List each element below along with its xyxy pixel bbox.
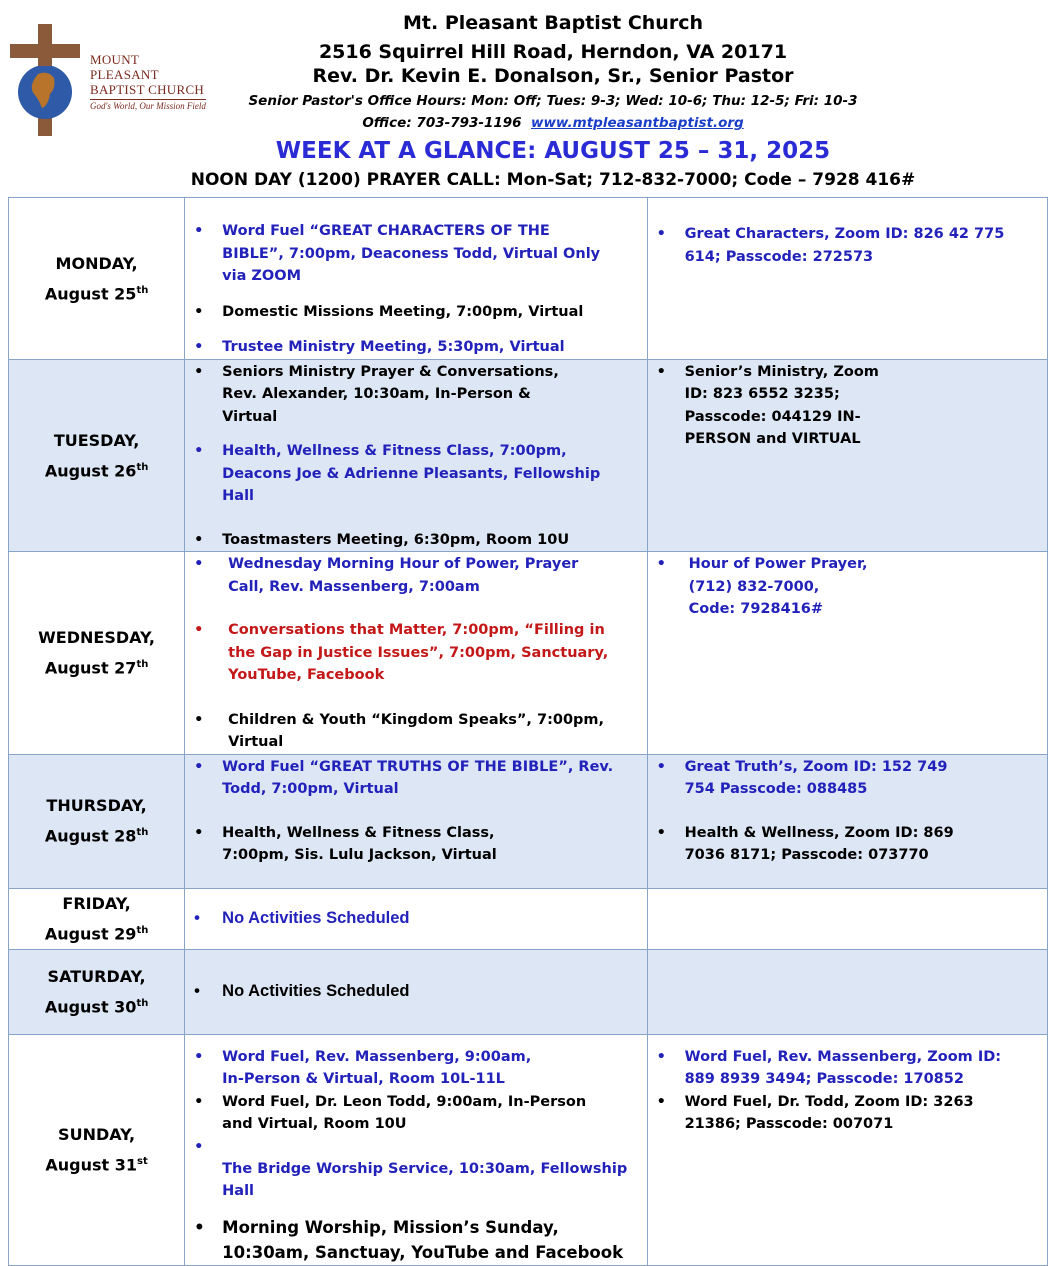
activity-item: • The Bridge Worship Service, 10:30am, Fellowship Hall <box>194 1138 628 1199</box>
day-cell <box>9 949 185 1034</box>
activity-item: • Seniors Ministry Prayer & Conversations, Rev. Alexander, 10:30am, In-Person & Virtual <box>194 363 559 425</box>
activities-cell <box>185 949 647 1034</box>
day-date: August 30th <box>44 997 149 1017</box>
day-name: TUESDAY, <box>53 430 140 450</box>
activities-cell <box>185 552 647 755</box>
day-name: SATURDAY, <box>47 966 146 986</box>
schedule-row-wednesday <box>9 552 1048 755</box>
day-date: August 27th <box>44 658 149 678</box>
activities-cell <box>185 754 647 888</box>
office-line <box>160 115 946 131</box>
day-cell <box>9 198 185 360</box>
activities-cell <box>185 1034 647 1265</box>
zoom-cell <box>647 552 1047 755</box>
zoom-item: • Great Truth’s, Zoom ID: 152 749 754 Passcode: 088485 <box>656 758 948 797</box>
zoom-cell <box>647 888 1047 949</box>
zoom-item: • Senior’s Ministry, Zoom ID: 823 6552 3235; Passcode: 044129 IN-PERSON and VIRTUAL <box>656 363 879 447</box>
day-name: FRIDAY, <box>62 893 131 913</box>
logo-line-2: BAPTIST CHURCH <box>90 82 205 97</box>
website-link[interactable]: www.mtpleasantbaptist.org <box>530 115 744 131</box>
schedule-row-tuesday <box>9 359 1048 552</box>
activity-item: • Domestic Missions Meeting, 7:00pm, Virtual <box>194 303 584 320</box>
activity-item: • Wednesday Morning Hour of Power, Prayer Call, Rev. Massenberg, 7:00am <box>194 556 579 595</box>
day-date: August 28th <box>44 826 149 846</box>
activities-cell <box>185 198 647 360</box>
activity-item: • Health, Wellness & Fitness Class, 7:00pm, Deacons Joe & Adrienne Pleasants, Fellowship Hall <box>194 443 601 504</box>
day-name: SUNDAY, <box>58 1124 136 1144</box>
zoom-item: • Health & Wellness, Zoom ID: 869 7036 8171; Passcode: 073770 <box>656 824 954 863</box>
church-address: 2516 Squirrel Hill Road, Herndon, VA 20171 <box>318 41 788 63</box>
activity-item: • Toastmasters Meeting, 6:30pm, Room 10U <box>194 531 570 548</box>
activities-cell <box>185 359 647 552</box>
activity-item: • Health, Wellness & Fitness Class, 7:00pm, Sis. Lulu Jackson, Virtual <box>194 824 497 863</box>
senior-pastor: Rev. Dr. Kevin E. Donalson, Sr., Senior Pastor <box>312 65 794 87</box>
day-cell <box>9 1034 185 1265</box>
schedule-row-thursday <box>9 754 1048 888</box>
activity-item: • Word Fuel “GREAT CHARACTERS OF THE BIBLE”, 7:00pm, Deaconess Todd, Virtual Only via ZOOM <box>194 223 601 284</box>
day-name: MONDAY, <box>55 253 138 273</box>
day-date: August 29th <box>44 924 149 944</box>
day-cell <box>9 888 185 949</box>
zoom-item: • Hour of Power Prayer, (712) 832-7000, Code: 7928416# <box>656 556 868 617</box>
office-phone: Office: 703-793-1196 <box>362 115 522 131</box>
zoom-cell <box>647 359 1047 552</box>
activity-item: • Conversations that Matter, 7:00pm, “Filling in the Gap in Justice Issues”, 7:00pm, Sanctuary, YouTube, Facebook <box>194 622 609 683</box>
activity-item: • Word Fuel, Rev. Massenberg, 9:00am, In-Person & Virtual, Room 10L-11L <box>194 1048 532 1087</box>
logo-tagline: God's World, Our Mission Field <box>90 101 206 111</box>
activity-item: • Morning Worship, Mission’s Sunday, 10:30am, Sanctuay, YouTube and Facebook <box>194 1217 624 1262</box>
zoom-cell <box>647 198 1047 360</box>
activity-item: • Word Fuel, Dr. Leon Todd, 9:00am, In-Person and Virtual, Room 10U <box>194 1093 587 1132</box>
schedule-row-saturday <box>9 949 1048 1034</box>
zoom-item: • Word Fuel, Dr. Todd, Zoom ID: 3263 21386; Passcode: 007071 <box>656 1093 974 1132</box>
zoom-item: • Word Fuel, Rev. Massenberg, Zoom ID: 889 8939 3494; Passcode: 170852 <box>656 1048 1002 1087</box>
noon-prayer-call: NOON DAY (1200) PRAYER CALL: Mon-Sat; 712-832-7000; Code – 7928 416# <box>190 170 916 190</box>
logo-line-1: MOUNT PLEASANT <box>90 52 159 82</box>
schedule-table <box>8 197 1048 1266</box>
week-title: WEEK AT A GLANCE: AUGUST 25 – 31, 2025 <box>275 138 831 164</box>
day-name: WEDNESDAY, <box>38 628 155 648</box>
day-name: THURSDAY, <box>46 796 147 816</box>
day-cell <box>9 359 185 552</box>
schedule-row-sunday <box>9 1034 1048 1265</box>
zoom-item: • Great Characters, Zoom ID: 826 42 775 614; Passcode: 272573 <box>656 226 1005 265</box>
activity-item: • Trustee Ministry Meeting, 5:30pm, Virtual <box>194 339 565 355</box>
zoom-cell <box>647 754 1047 888</box>
zoom-cell <box>647 1034 1047 1265</box>
day-date: August 31st <box>45 1155 148 1175</box>
activity-item: • No Activities Scheduled <box>194 982 410 1001</box>
day-cell <box>9 552 185 755</box>
activity-item: • Word Fuel “GREAT TRUTHS OF THE BIBLE”, Rev. Todd, 7:00pm, Virtual <box>194 758 614 797</box>
bulletin-header <box>0 0 1056 196</box>
schedule-row-monday <box>9 198 1048 360</box>
church-name: Mt. Pleasant Baptist Church <box>403 12 703 34</box>
activity-item: • No Activities Scheduled <box>194 909 410 928</box>
day-date: August 25th <box>44 283 149 303</box>
day-cell <box>9 754 185 888</box>
zoom-cell <box>647 949 1047 1034</box>
day-date: August 26th <box>44 460 149 480</box>
office-hours: Senior Pastor's Office Hours: Mon: Off; Tues: 9-3; Wed: 10-6; Thu: 12-5; Fri: 10-3 <box>248 93 858 109</box>
schedule-row-friday <box>9 888 1048 949</box>
activity-item: • Children & Youth “Kingdom Speaks”, 7:00pm, Virtual <box>194 711 605 750</box>
activities-cell <box>185 888 647 949</box>
